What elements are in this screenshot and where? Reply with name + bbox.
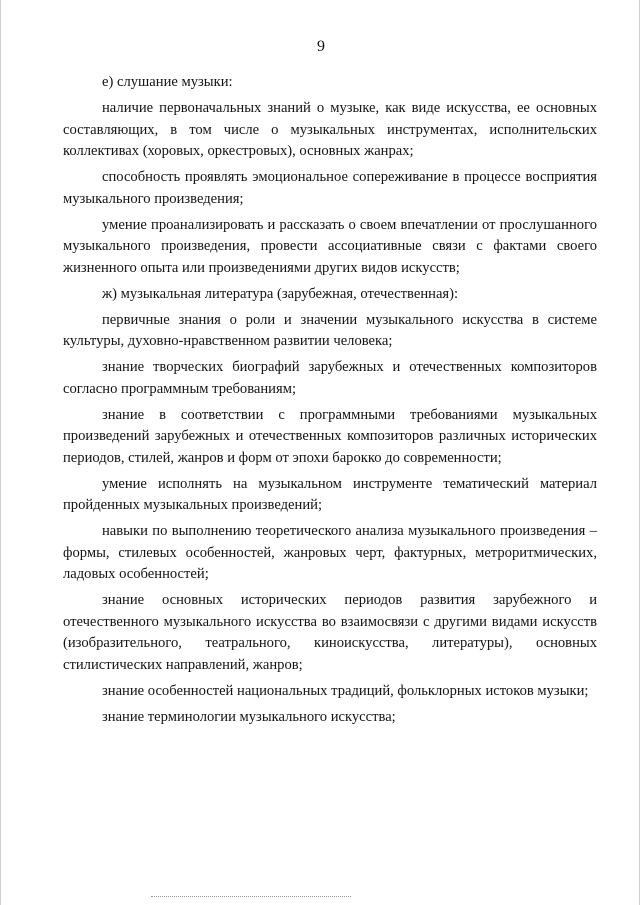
paragraph: навыки по выполнению теоретического анализа музыкального произведения – формы, стилевых особенностей, жанровых черт, фактурных, метроритмических, ладовых особенностей; xyxy=(63,523,597,582)
paragraph: умение исполнять на музыкальном инструменте тематический материал пройденных музыкальных произведений; xyxy=(63,475,597,513)
paragraph: первичные знания о роли и значении музыкального искусства в системе культуры, духовно-нравственном развитии человека; xyxy=(63,311,597,349)
page-number: 9 xyxy=(317,38,325,55)
document-body xyxy=(63,72,597,733)
paragraph: знание терминологии музыкального искусства; xyxy=(102,708,396,725)
paragraph: знание основных исторических периодов развития зарубежного и отечественного музыкального искусства во взаимосвязи с другими видами искусств (изобразительного, театрального, киноискусства, литературы), основных стилистических направлений, жанров; xyxy=(63,592,597,673)
paragraph: знание творческих биографий зарубежных и отечественных композиторов согласно программным требованиям; xyxy=(63,359,597,397)
scan-artifact-line xyxy=(151,896,351,898)
paragraph: знание в соответствии с программными требованиями музыкальных произведений зарубежных и отечественных композиторов различных исторических периодов, стилей, жанров и форм от эпохи барокко до современности; xyxy=(63,406,597,466)
paragraph: умение проанализировать и рассказать о своем впечатлении от прослушанного музыкального произведения, провести ассоциативные связи с фактами своего жизненного опыта или произведениями других видов искусств; xyxy=(63,216,597,276)
paragraph: способность проявлять эмоциональное сопереживание в процессе восприятия музыкального произведения; xyxy=(63,169,597,207)
paragraph: наличие первоначальных знаний о музыке, как виде искусства, ее основных составляющих, в том числе о музыкальных инструментах, исполнительских коллективах (хоровых, оркестровых), основных жанрах; xyxy=(63,100,597,159)
paragraph: знание особенностей национальных традиций, фольклорных истоков музыки; xyxy=(102,682,589,699)
section-heading-listening: е) слушание музыки: xyxy=(102,74,233,90)
section-heading-literature: ж) музыкальная литература (зарубежная, отечественная): xyxy=(102,285,459,302)
